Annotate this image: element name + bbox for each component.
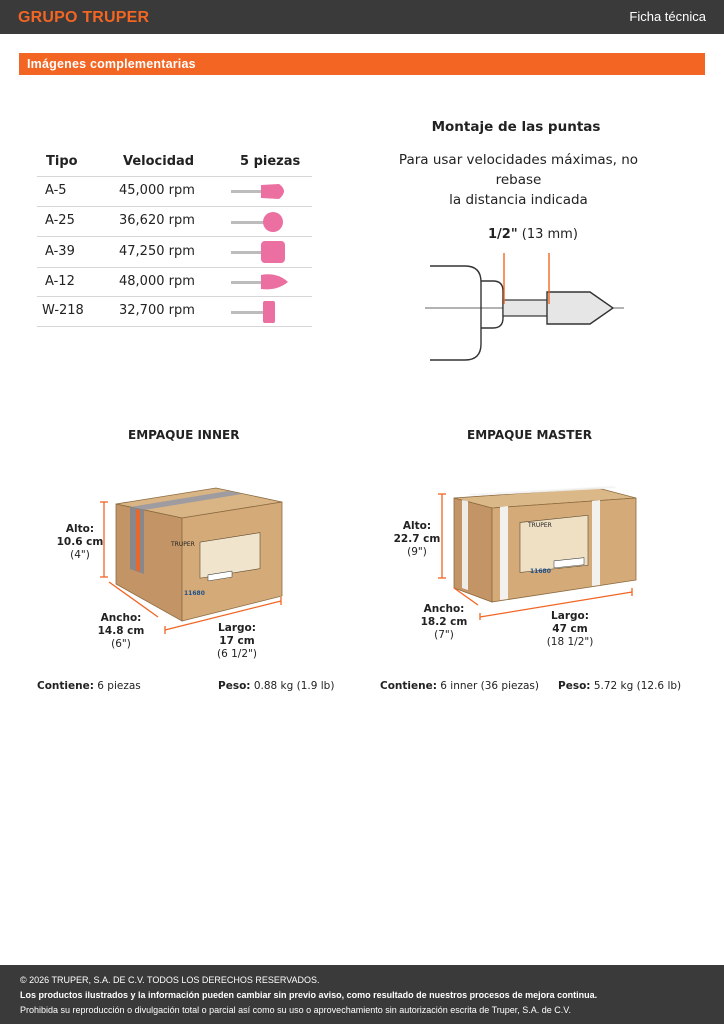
- inner-box-code: 11680: [184, 590, 205, 597]
- master-ancho-label: [418, 603, 470, 642]
- mounted-point-ball-icon: [231, 211, 301, 233]
- speed-table: [37, 150, 312, 327]
- table-row: [37, 207, 312, 237]
- inner-weight-value: 0.88 kg (1.9 lb): [253, 680, 335, 692]
- master-box-code: 11680: [530, 568, 551, 575]
- inner-alto-in: (4"): [70, 549, 90, 561]
- mounting-title: Montaje de las puntas: [431, 119, 601, 135]
- master-weight-value: 5.72 kg (12.6 lb): [593, 680, 682, 692]
- cell-tipo: A-5: [45, 183, 67, 198]
- master-weight: [558, 680, 681, 692]
- master-contents: [380, 680, 539, 692]
- header-velocidad: Velocidad: [123, 154, 195, 169]
- footer-copyright: © 2026 TRUPER, S.A. DE C.V. TODOS LOS DERECHOS RESERVADOS.: [20, 975, 320, 985]
- table-row: [37, 297, 312, 327]
- document-type: Ficha técnica: [629, 9, 706, 24]
- inner-pack-title: EMPAQUE INNER: [128, 428, 240, 442]
- master-ancho-in: (7"): [434, 629, 454, 641]
- footer-legal: Prohibida su reproducción o divulgación total o parcial así como su uso o aprovechamiento sin autorización escrita de Truper, S.A. de C.V.: [20, 1005, 571, 1015]
- mounted-point-taper-icon: [231, 272, 301, 292]
- master-alto-label: [392, 520, 442, 559]
- table-row: [37, 268, 312, 297]
- inner-largo-label: [212, 622, 262, 661]
- mounting-diagram: [425, 248, 625, 364]
- mounting-distance-label: [488, 227, 578, 242]
- master-contents-value: 6 inner (36 piezas): [440, 680, 539, 692]
- inner-weight: [218, 680, 334, 692]
- cell-velocidad: 48,000 rpm: [119, 274, 195, 289]
- section-title: Imágenes complementarias: [27, 57, 196, 71]
- mounting-distance-mm: (13 mm): [521, 227, 578, 242]
- inner-contents: [37, 680, 141, 692]
- cell-velocidad: 36,620 rpm: [119, 213, 195, 228]
- master-contents-label: Contiene:: [380, 680, 437, 692]
- cell-tipo: W-218: [42, 303, 84, 318]
- cell-tipo: A-12: [45, 274, 75, 289]
- mounted-point-cylinder-icon: [231, 240, 301, 264]
- master-weight-label: Peso:: [558, 680, 591, 692]
- mounting-desc-line2: la distancia indicada: [449, 192, 588, 208]
- inner-contents-value: 6 piezas: [97, 680, 141, 692]
- master-alto-title: Alto:: [402, 520, 432, 532]
- mounting-description: [376, 150, 661, 210]
- header-tipo: Tipo: [46, 154, 78, 169]
- inner-ancho-label: [96, 612, 146, 651]
- table-row: [37, 237, 312, 268]
- table-row: [37, 177, 312, 207]
- inner-alto-cm: 10.6 cm: [56, 536, 104, 548]
- mounting-distance-inches: 1/2": [488, 227, 518, 242]
- cell-tipo: A-25: [45, 213, 75, 228]
- inner-box-brand: TRUPER: [171, 541, 195, 548]
- master-ancho-cm: 18.2 cm: [420, 616, 468, 628]
- master-largo-in: (18 1/2"): [546, 636, 594, 648]
- inner-ancho-in: (6"): [111, 638, 131, 650]
- inner-largo-cm: 17 cm: [219, 635, 255, 647]
- cell-velocidad: 45,000 rpm: [119, 183, 195, 198]
- inner-weight-label: Peso:: [218, 680, 251, 692]
- inner-contents-label: Contiene:: [37, 680, 94, 692]
- master-largo-label: [543, 610, 597, 649]
- inner-ancho-cm: 14.8 cm: [97, 625, 145, 637]
- master-dimension-lines: [430, 490, 640, 620]
- section-header-bar: [19, 53, 705, 75]
- footer-notice: Los productos ilustrados y la información pueden cambiar sin previo aviso, como resultado de nuestros procesos de mejora continua.: [20, 990, 598, 1000]
- inner-alto-title: Alto:: [65, 523, 95, 535]
- footer: [0, 965, 724, 1024]
- inner-ancho-title: Ancho:: [100, 612, 142, 624]
- master-alto-in: (9"): [407, 546, 427, 558]
- inner-alto-label: [56, 523, 104, 562]
- cell-velocidad: 47,250 rpm: [119, 244, 195, 259]
- table-header-row: [37, 150, 312, 177]
- mounted-point-cone-icon: [231, 182, 301, 202]
- top-bar: [0, 0, 724, 34]
- master-box-brand: TRUPER: [528, 522, 552, 529]
- brand-logo: GRUPO TRUPER: [18, 9, 150, 26]
- mounting-desc-line1: Para usar velocidades máximas, no rebase: [398, 152, 639, 188]
- cell-velocidad: 32,700 rpm: [119, 303, 195, 318]
- master-pack-title: EMPAQUE MASTER: [467, 428, 592, 442]
- mounted-point-small-cylinder-icon: [231, 301, 301, 323]
- header-piezas: 5 piezas: [240, 154, 301, 169]
- master-largo-title: Largo:: [551, 610, 589, 622]
- master-ancho-title: Ancho:: [423, 603, 465, 615]
- inner-largo-in: (6 1/2"): [217, 648, 257, 660]
- master-largo-cm: 47 cm: [552, 623, 588, 635]
- cell-tipo: A-39: [45, 244, 75, 259]
- master-alto-cm: 22.7 cm: [393, 533, 441, 545]
- inner-largo-title: Largo:: [218, 622, 256, 634]
